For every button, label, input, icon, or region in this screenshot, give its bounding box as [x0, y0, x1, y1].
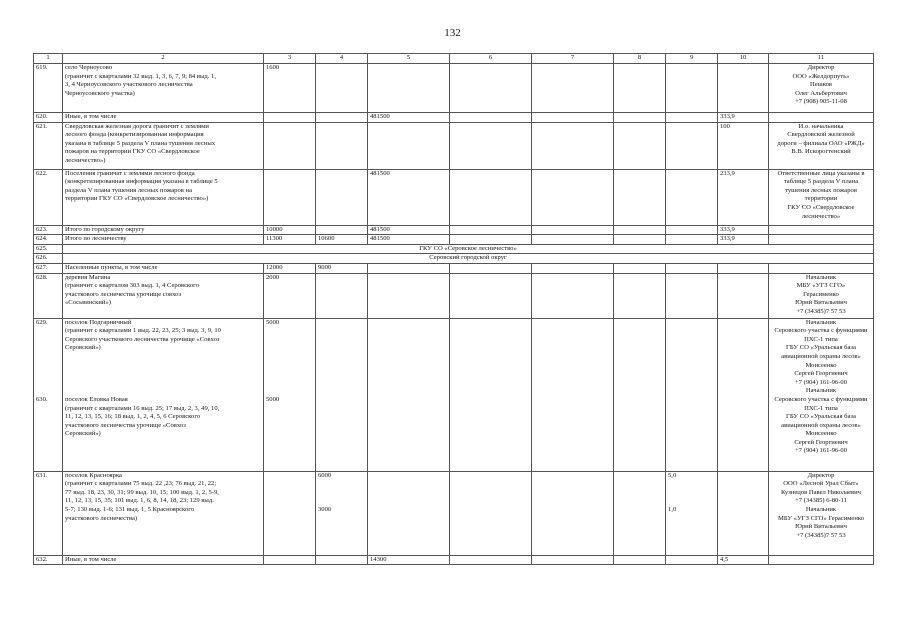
column-header: 8 — [614, 54, 666, 64]
col6-cell — [450, 555, 532, 565]
column-header: 2 — [63, 54, 264, 64]
col6-cell — [450, 471, 532, 555]
col7-cell — [532, 263, 614, 273]
name-cell: село Черноусово (граничит с кварталами 32 выд. 1, 3, 6, 7, 9; 84 выд. 1, 3, 4 Черноусовского участкового лесничества Черноусовского участка) — [63, 64, 264, 113]
col7-cell — [532, 122, 614, 169]
row-number-cell: 631. — [34, 471, 63, 555]
col8-cell — [614, 113, 666, 123]
col7-cell — [532, 225, 614, 235]
col4-cell: 6000 3000 — [316, 471, 368, 555]
col9-cell: 5,0 1,0 — [666, 471, 718, 555]
row-number-cell: 619. — [34, 64, 63, 113]
col8-cell — [614, 122, 666, 169]
table-row — [34, 225, 874, 235]
name-cell: поселок Красноярка (граничит с кварталами 75 выд. 22 ,23; 76 выд. 21, 22; 77 выд. 18, 23, 30, 31; 99 выд. 10, 15; 100 выд. 1, 2, 5-9, 11, 12, 13, 15, 35; 101 выд. 1, 6, 8, 14, 18, 23; 129 выд. 5-7; 130 выд. 1-6; 131 выд. 1, 5 Красноярского участкового лесничества) — [63, 471, 264, 555]
col5-cell — [368, 64, 450, 113]
col4-cell — [316, 273, 368, 318]
col6-cell — [450, 235, 532, 245]
table-row — [34, 244, 874, 254]
col3-cell — [264, 122, 316, 169]
col6-cell — [450, 273, 532, 318]
table-row — [34, 471, 874, 555]
col9-cell — [666, 273, 718, 318]
col8-cell — [614, 235, 666, 245]
row-number-cell: 620. — [34, 113, 63, 123]
col5-cell: 481500 — [368, 113, 450, 123]
col7-cell — [532, 64, 614, 113]
contact-cell — [769, 555, 874, 565]
name-cell: Свердловская железная дорога граничит с землями лесного фонда (конкретизированная информация указана в таблице 5 раздела V плана тушения лесных пожаров на территории ГКУ СО «Свердловское лесничество») — [63, 122, 264, 169]
contact-cell: Начальник МБУ «УГЗ СГО» Герасименко Юрий Витальевич +7 (34385)7 57 53 — [769, 273, 874, 318]
col3-cell: 2000 — [264, 273, 316, 318]
col8-cell — [614, 64, 666, 113]
column-header: 10 — [718, 54, 769, 64]
row-number-cell: 625. — [34, 244, 63, 254]
col5-cell: 14300 — [368, 555, 450, 565]
column-header: 1 — [34, 54, 63, 64]
table-row — [34, 169, 874, 225]
contact-cell — [769, 235, 874, 245]
header-row — [34, 54, 874, 64]
col8-cell — [614, 471, 666, 555]
column-header: 3 — [264, 54, 316, 64]
contact-cell: Ответственные лица указаны в таблице 5 раздела V плана тушения лесных пожаров территории ГКУ СО «Свердловское лесничество» — [769, 169, 874, 225]
table-row — [34, 64, 874, 113]
column-header: 6 — [450, 54, 532, 64]
row-number-cell: 621. — [34, 122, 63, 169]
col10-cell — [718, 64, 769, 113]
row-number-cell: 623. — [34, 225, 63, 235]
col6-cell — [450, 122, 532, 169]
contact-cell: Директор ООО «Желдорпуть» Пешков Олег Альбертович +7 (908) 905-11-08 — [769, 64, 874, 113]
col3-cell — [264, 555, 316, 565]
name-cell: Итого по городскому округу — [63, 225, 264, 235]
col10-cell: 233,9 — [718, 169, 769, 225]
col3-cell: 12000 — [264, 263, 316, 273]
col7-cell — [532, 273, 614, 318]
col8-cell — [614, 225, 666, 235]
table-row — [34, 273, 874, 318]
col3-cell: 5000 5000 — [264, 318, 316, 471]
contact-cell — [769, 225, 874, 235]
col3-cell — [264, 471, 316, 555]
col6-cell — [450, 113, 532, 123]
column-header: 5 — [368, 54, 450, 64]
contact-cell — [769, 113, 874, 123]
col3-cell: 10000 — [264, 225, 316, 235]
col8-cell — [614, 263, 666, 273]
forest-fire-table — [33, 53, 874, 565]
col8-cell — [614, 555, 666, 565]
section-heading-cell: Серовский городской округ — [63, 254, 874, 264]
table-row — [34, 263, 874, 273]
name-cell: Итого по лесничеству — [63, 235, 264, 245]
col7-cell — [532, 471, 614, 555]
col5-cell — [368, 273, 450, 318]
table-row — [34, 122, 874, 169]
contact-cell — [769, 263, 874, 273]
col10-cell: 333,9 — [718, 113, 769, 123]
col5-cell — [368, 263, 450, 273]
col5-cell — [368, 471, 450, 555]
col9-cell — [666, 64, 718, 113]
col10-cell — [718, 471, 769, 555]
col6-cell — [450, 169, 532, 225]
col4-cell — [316, 64, 368, 113]
column-header: 11 — [769, 54, 874, 64]
col5-cell: 481500 — [368, 225, 450, 235]
col5-cell — [368, 318, 450, 471]
name-cell: поселок Подгарничный (граничит с кварталами 1 выд. 22, 23, 25; 3 выд. 3, 9, 10 Серовского участкового лесничества урочище «Совхоз Серовский») поселок Еловка Новая (граничит с кварталами 16 выд. 25; 17 выд. 2, 3, 49, 10, 11, 12, 13, 15, 16; 18 выд. 1, 2, 4, 5, 6 Серовского участкового лесничества урочище «Совхоз Серовский») — [63, 318, 264, 471]
col5-cell: 481500 — [368, 235, 450, 245]
section-heading-cell: ГКУ СО «Серовское лесничество» — [63, 244, 874, 254]
row-number-cell: 624. — [34, 235, 63, 245]
col5-cell — [368, 122, 450, 169]
col7-cell — [532, 235, 614, 245]
row-number-cell: 628. — [34, 273, 63, 318]
col4-cell — [316, 113, 368, 123]
col4-cell — [316, 318, 368, 471]
col6-cell — [450, 263, 532, 273]
col5-cell: 481500 — [368, 169, 450, 225]
col10-cell — [718, 273, 769, 318]
col9-cell — [666, 263, 718, 273]
col10-cell: 333,9 — [718, 225, 769, 235]
col10-cell: 4,5 — [718, 555, 769, 565]
col10-cell: 100 — [718, 122, 769, 169]
row-number-cell: 622. — [34, 169, 63, 225]
col3-cell: 11300 — [264, 235, 316, 245]
table-row — [34, 235, 874, 245]
col10-cell — [718, 263, 769, 273]
col7-cell — [532, 318, 614, 471]
col10-cell — [718, 318, 769, 471]
col10-cell: 333,9 — [718, 235, 769, 245]
column-header: 4 — [316, 54, 368, 64]
contact-cell: Директор ООО «Лесной Урал Сбыт» Кузнецов Павел Николаевич +7 (34385) 6-80-11 Начальник МБУ «УГЗ СГО» Герасименко Юрий Витальевич +7 (34385)7 57 53 — [769, 471, 874, 555]
col6-cell — [450, 225, 532, 235]
name-cell: Населенные пункты, в том числе — [63, 263, 264, 273]
column-header: 7 — [532, 54, 614, 64]
col9-cell — [666, 113, 718, 123]
col4-cell: 9000 — [316, 263, 368, 273]
col3-cell: 1600 — [264, 64, 316, 113]
col9-cell — [666, 169, 718, 225]
col9-cell — [666, 235, 718, 245]
col3-cell — [264, 169, 316, 225]
contact-cell: И.о. начальника Свердловской железной дороги – филиала ОАО «РЖД» В.В. Искорогтенский — [769, 122, 874, 169]
col6-cell — [450, 64, 532, 113]
col7-cell — [532, 113, 614, 123]
col6-cell — [450, 318, 532, 471]
name-cell: Иные, в том числе — [63, 113, 264, 123]
col7-cell — [532, 169, 614, 225]
col9-cell — [666, 555, 718, 565]
column-header: 9 — [666, 54, 718, 64]
col9-cell — [666, 122, 718, 169]
col7-cell — [532, 555, 614, 565]
table-row — [34, 113, 874, 123]
name-cell: деревня Магина (граничит с кварталом 303 выд. 1, 4 Серовского участкового лесничества урочище совхоз «Сосьвинский») — [63, 273, 264, 318]
table-row — [34, 254, 874, 264]
name-cell: Иные, в том числе — [63, 555, 264, 565]
table-row — [34, 555, 874, 565]
row-number-cell: 632. — [34, 555, 63, 565]
row-number-cell: 629. 630. — [34, 318, 63, 471]
row-number-cell: 627. — [34, 263, 63, 273]
page-number: 132 — [444, 27, 461, 39]
col9-cell — [666, 225, 718, 235]
col4-cell — [316, 555, 368, 565]
contact-cell: Начальник Серовского участка с функциями ПХС-1 типа ГБУ СО «Уральская база авиационной охраны лесов» Моисеенко Сергей Георгиевич +7 (904) 161-96-00 Начальник Серовского участка с функциями ПХС-1 типа ГБУ СО «Уральская база авиационной охраны лесов» Моисеенко Сергей Георгиевич +7 (904) 161-96-00 — [769, 318, 874, 471]
col8-cell — [614, 318, 666, 471]
col4-cell — [316, 225, 368, 235]
row-number-cell: 626. — [34, 254, 63, 264]
col3-cell — [264, 113, 316, 123]
col8-cell — [614, 273, 666, 318]
col4-cell: 10600 — [316, 235, 368, 245]
table-row — [34, 318, 874, 471]
col4-cell — [316, 169, 368, 225]
name-cell: Поселения граничат с землями лесного фонда (конкретизированная информация указана в таблице 5 раздела V плана тушения лесных пожаров на территории ГКУ СО «Свердловское лесничество») — [63, 169, 264, 225]
col9-cell — [666, 318, 718, 471]
col4-cell — [316, 122, 368, 169]
col8-cell — [614, 169, 666, 225]
